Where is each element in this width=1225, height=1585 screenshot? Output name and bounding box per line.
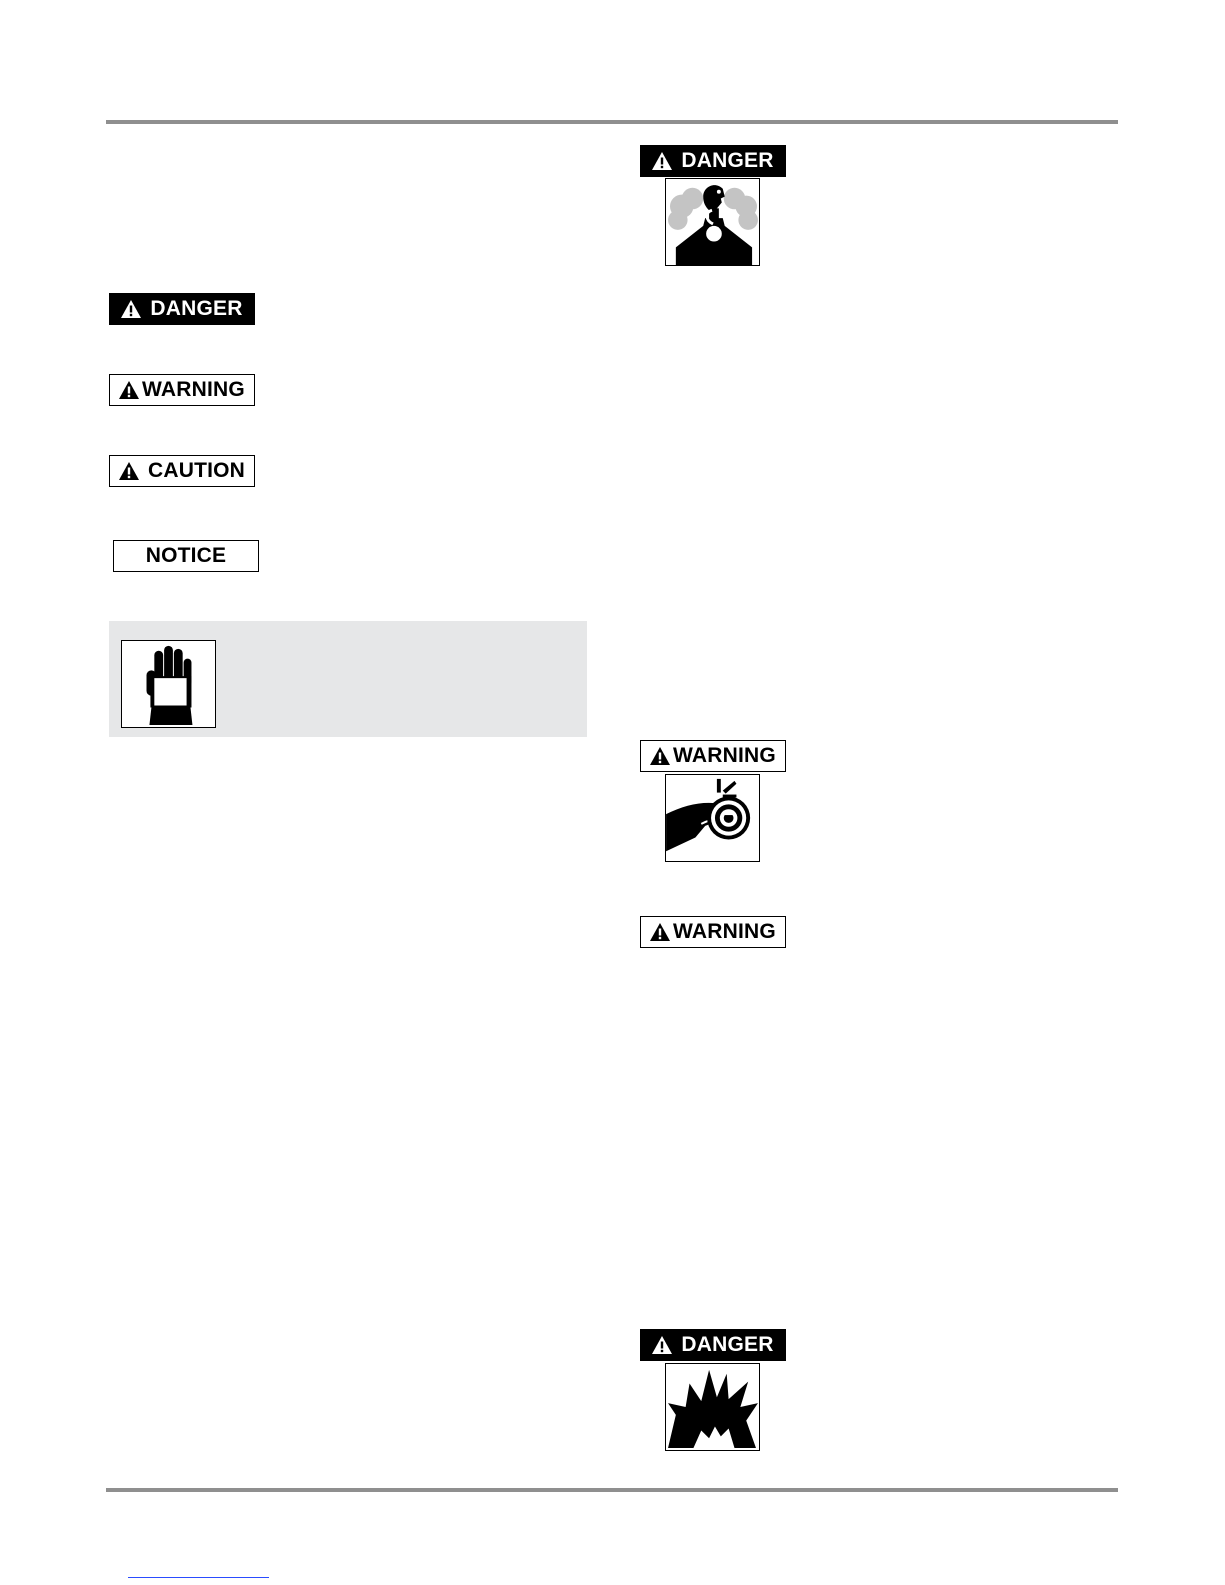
footer-rule <box>106 1488 1118 1492</box>
warning-label-text: WARNING <box>142 378 245 401</box>
fumes-pictogram <box>665 178 760 266</box>
toxic-fumes-icon <box>666 179 759 265</box>
header-rule <box>106 120 1118 124</box>
warning-general-label <box>640 916 786 948</box>
warning-entanglement-label-text: WARNING <box>673 744 776 767</box>
danger-explosion-label-text: DANGER <box>681 1333 774 1356</box>
danger-fumes-label <box>640 145 786 177</box>
caution-label <box>109 455 255 487</box>
alert-triangle-icon <box>650 747 670 765</box>
caution-label-text: CAUTION <box>147 459 246 482</box>
explosion-icon <box>666 1364 759 1450</box>
alert-triangle-icon <box>121 300 141 318</box>
alert-triangle-icon <box>650 923 670 941</box>
warning-label <box>109 374 255 406</box>
alert-triangle-icon <box>119 381 139 399</box>
protective-glove-icon <box>122 641 215 727</box>
entanglement-pictogram <box>665 774 760 862</box>
danger-label <box>109 293 255 325</box>
notice-label-text: NOTICE <box>145 544 227 567</box>
explosion-pictogram <box>665 1363 760 1451</box>
alert-triangle-icon <box>119 462 139 480</box>
warning-general-label-text: WARNING <box>673 920 776 943</box>
link-underline[interactable] <box>128 1577 269 1578</box>
warning-entanglement-label <box>640 740 786 772</box>
danger-fumes-label-text: DANGER <box>681 149 774 172</box>
danger-explosion-label <box>640 1329 786 1361</box>
alert-triangle-icon <box>652 152 672 170</box>
danger-label-text: DANGER <box>150 297 243 320</box>
hand-entanglement-icon <box>666 775 759 861</box>
notice-label <box>113 540 259 572</box>
alert-triangle-icon <box>652 1336 672 1354</box>
glove-pictogram <box>121 640 216 728</box>
